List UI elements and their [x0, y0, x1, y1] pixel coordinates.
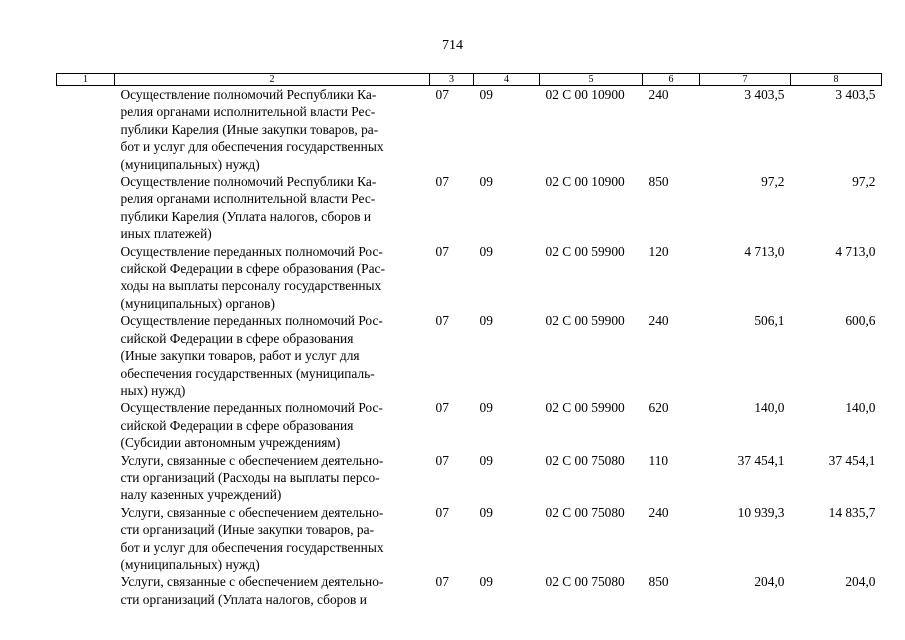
page-number: 714: [442, 38, 463, 53]
row-amount-2: 600,6: [845, 313, 876, 329]
row-description: Осуществление полномочий Республики Ка- релия органами исполнительной власти Рес- публики Карелия (Уплата налогов, сборов и иных платежей): [120, 174, 377, 242]
row-amount-1: 4 713,0: [744, 243, 785, 259]
row-expense-type: 620: [648, 400, 669, 416]
table-row: [57, 399, 882, 451]
row-expense-type: 850: [648, 574, 669, 590]
row-col1-cell: [57, 173, 115, 243]
row-amount-1: 97,2: [761, 174, 785, 190]
row-amount-1: 3 403,5: [744, 87, 785, 102]
row-section-code: 07: [435, 574, 449, 590]
column-number: 8: [791, 74, 882, 86]
row-expense-type: 240: [648, 504, 669, 520]
row-description: Осуществление переданных полномочий Рос- сийской Федерации в сфере образования (Рас- ходы на выплаты персоналу государственных (муниципальных) органов): [120, 243, 385, 311]
row-amount-1: 506,1: [754, 313, 785, 329]
table-row: [57, 86, 882, 174]
table-row: [57, 243, 882, 313]
table-row: [57, 312, 882, 399]
row-col1-cell: [57, 504, 115, 574]
row-section-code: 07: [435, 243, 449, 259]
row-section-code: 07: [435, 313, 449, 329]
row-col1-cell: [57, 86, 115, 174]
row-subsection-code: 09: [479, 400, 493, 416]
row-target-article: 02 С 00 10900: [545, 87, 625, 102]
table-row: [57, 452, 882, 504]
row-amount-1: 204,0: [754, 574, 785, 590]
column-number: 4: [474, 74, 540, 86]
row-amount-1: 37 454,1: [737, 452, 785, 468]
row-col1-cell: [57, 312, 115, 399]
row-section-code: 07: [435, 452, 449, 468]
row-target-article: 02 С 00 75080: [545, 504, 625, 520]
budget-table: [56, 73, 882, 608]
row-subsection-code: 09: [479, 243, 493, 259]
column-number: 3: [430, 74, 474, 86]
row-amount-2: 14 835,7: [828, 504, 876, 520]
column-number: 7: [700, 74, 791, 86]
row-section-code: 07: [435, 87, 449, 102]
row-expense-type: 110: [648, 452, 669, 468]
column-number-row: [57, 74, 882, 86]
row-expense-type: 240: [648, 313, 669, 329]
row-description: Услуги, связанные с обеспечением деятельно- сти организаций (Уплата налогов, сборов и: [120, 574, 384, 607]
row-col1-cell: [57, 452, 115, 504]
row-section-code: 07: [435, 400, 449, 416]
row-subsection-code: 09: [479, 574, 493, 590]
row-col1-cell: [57, 573, 115, 608]
row-col1-cell: [57, 243, 115, 313]
column-number: 2: [115, 74, 430, 86]
row-amount-2: 4 713,0: [835, 243, 876, 259]
row-amount-2: 37 454,1: [828, 452, 876, 468]
row-target-article: 02 С 00 59900: [545, 400, 625, 416]
row-expense-type: 240: [648, 87, 669, 102]
row-description: Услуги, связанные с обеспечением деятельно- сти организаций (Иные закупки товаров, ра- бот и услуг для обеспечения государственных (муниципальных) нужд): [120, 504, 384, 572]
row-description: Осуществление переданных полномочий Рос- сийской Федерации в сфере образования (Иные закупки товаров, работ и услуг для обеспечения государственных (муниципаль- ных) нужд): [120, 313, 383, 398]
row-section-code: 07: [435, 504, 449, 520]
row-target-article: 02 С 00 75080: [545, 452, 625, 468]
row-target-article: 02 С 00 10900: [545, 174, 625, 190]
table-row: [57, 173, 882, 243]
row-section-code: 07: [435, 174, 449, 190]
row-description: Осуществление переданных полномочий Рос- сийской Федерации в сфере образования (Субсидии автономным учреждениям): [120, 400, 383, 451]
table-row: [57, 504, 882, 574]
row-subsection-code: 09: [479, 313, 493, 329]
column-number: 6: [643, 74, 700, 86]
column-number: 5: [540, 74, 643, 86]
row-amount-2: 204,0: [845, 574, 876, 590]
row-amount-1: 10 939,3: [737, 504, 785, 520]
row-subsection-code: 09: [479, 174, 493, 190]
row-target-article: 02 С 00 75080: [545, 574, 625, 590]
row-col1-cell: [57, 399, 115, 451]
row-description: Осуществление полномочий Республики Ка- релия органами исполнительной власти Рес- публики Карелия (Иные закупки товаров, ра- бот и услуг для обеспечения государственных (муниципальных) нужд): [120, 87, 384, 172]
row-amount-2: 97,2: [852, 174, 876, 190]
row-subsection-code: 09: [479, 452, 493, 468]
row-target-article: 02 С 00 59900: [545, 243, 625, 259]
table-row: [57, 573, 882, 608]
row-subsection-code: 09: [479, 504, 493, 520]
row-expense-type: 850: [648, 174, 669, 190]
row-description: Услуги, связанные с обеспечением деятельно- сти организаций (Расходы на выплаты персо- налу казенных учреждений): [120, 452, 384, 503]
row-amount-1: 140,0: [754, 400, 785, 416]
row-expense-type: 120: [648, 243, 669, 259]
row-amount-2: 3 403,5: [835, 87, 876, 102]
row-subsection-code: 09: [479, 87, 493, 102]
row-amount-2: 140,0: [845, 400, 876, 416]
column-number: 1: [57, 74, 115, 86]
row-target-article: 02 С 00 59900: [545, 313, 625, 329]
